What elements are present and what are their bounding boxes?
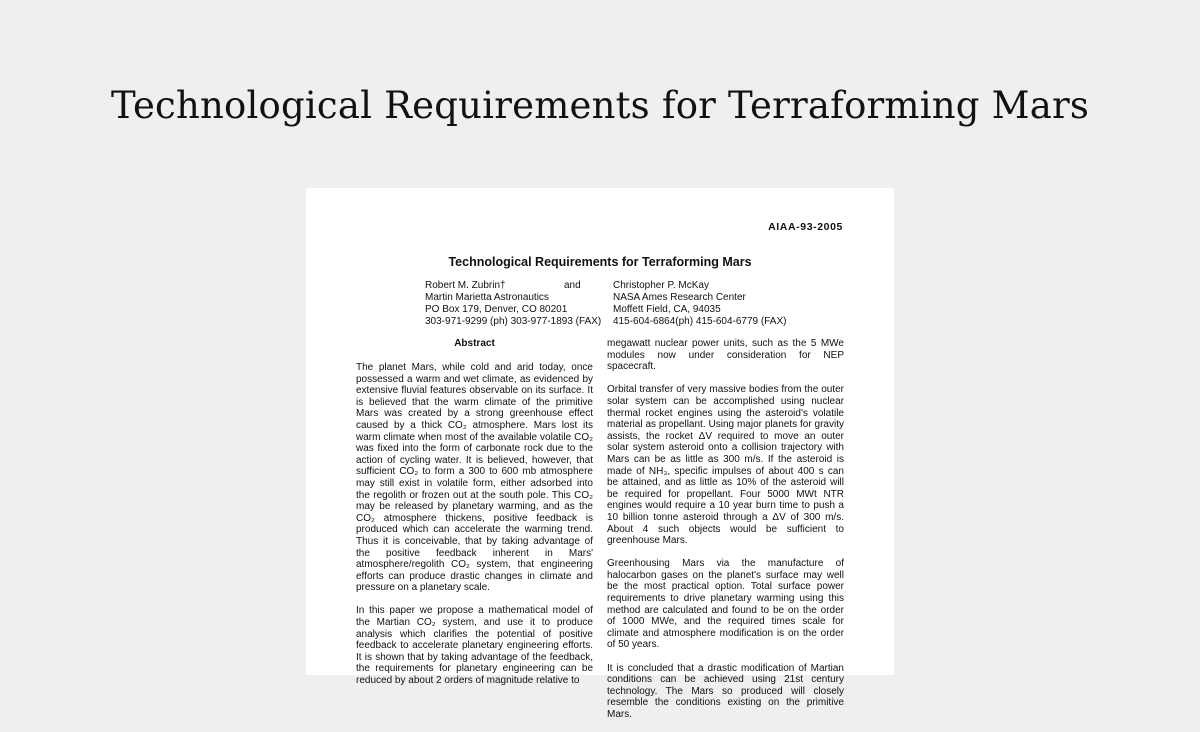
author-address: PO Box 179, Denver, CO 80201	[425, 303, 568, 315]
abstract-paragraph: megawatt nuclear power units, such as the 5 MWe modules now under consideration for NEP spacecraft.	[607, 338, 844, 373]
report-id: AIAA-93-2005	[768, 221, 843, 233]
author-address: Moffett Field, CA, 94035	[613, 303, 721, 315]
paper-page	[306, 188, 894, 720]
abstract-paragraph: In this paper we propose a mathematical model of the Martian CO₂ system, and use it to produce analysis which clarifies the potential of positive feedback to accelerate planetary engineering efforts. It is shown that by taking advantage of the feedback, the requirements for planetary engineering can be reduced by about 2 orders of magnitude relative to	[356, 605, 593, 687]
abstract-heading: Abstract	[454, 338, 495, 349]
author-phone: 303-971-9299 (ph) 303-977-1893 (FAX)	[425, 315, 602, 327]
abstract-right-column	[607, 338, 844, 732]
author-phone: 415-604-6864(ph) 415-604-6779 (FAX)	[613, 315, 787, 327]
abstract-left-column	[356, 362, 593, 698]
page-headline: Technological Requirements for Terraforming Mars	[110, 84, 1090, 127]
abstract-paragraph: It is concluded that a drastic modification of Martian conditions can be achieved using 21st century technology. The Mars so produced will closely resemble the conditions existing on the primitive Mars.	[607, 662, 844, 720]
author-conjunction: and	[564, 280, 581, 291]
abstract-paragraph: Greenhousing Mars via the manufacture of halocarbon gases on the planet's surface may well be the most practical option. Total surface power requirements to drive planetary warming using this method are calculated and found to be on the order of 1000 MWe, and the required times scale for climate and atmosphere modification is on the order of 50 years.	[607, 558, 844, 651]
abstract-paragraph: The planet Mars, while cold and arid today, once possessed a warm and wet climate, as evidenced by extensive fluvial features observable on its surface. It is believed that the warm climate of the primitive Mars was created by a strong greenhouse effect caused by a thick CO₂ atmosphere. Mars lost its warm climate when most of the available volatile CO₂ was fixed into the form of carbonate rock due to the action of cycling water. It is believed, however, that sufficient CO₂ to form a 300 to 600 mb atmosphere may still exist in volatile form, either adsorbed into the regolith or frozen out at the south pole. This CO₂ may be released by planetary warming, and as the CO₂ atmosphere thickens, positive feedback is produced which can accelerate the warming trend. Thus it is conceivable, that by taking advantage of the positive feedback inherent in Mars' atmosphere/regolith CO₂ system, that engineering efforts can produce drastic changes in climate and pressure on a planetary scale.	[356, 362, 593, 594]
abstract-paragraph: Orbital transfer of very massive bodies from the outer solar system can be accomplished using nuclear thermal rocket engines using the asteroid's volatile material as propellant. Using major planets for gravity assists, the rocket ΔV required to move an outer solar system asteroid onto a collision trajectory with Mars can be as little as 300 m/s. If the asteroid is made of NH₃, specific impulses of about 400 s can be attained, and as little as 10% of the asteroid will be required for propellant. Four 5000 MWt NTR engines would require a 10 year burn time to push a 10 billion tonne asteroid through a ΔV of 300 m/s. About 4 such objects would be sufficient to greenhouse Mars.	[607, 384, 844, 547]
author-name: Robert M. Zubrin†	[425, 280, 506, 291]
author-affiliation: Martin Marietta Astronautics	[425, 291, 549, 303]
author-affiliation: NASA Ames Research Center	[613, 291, 746, 303]
paper-title: Technological Requirements for Terraforming Mars	[448, 255, 752, 269]
author-block-2	[613, 280, 786, 328]
author-name: Christopher P. McKay	[613, 280, 709, 291]
